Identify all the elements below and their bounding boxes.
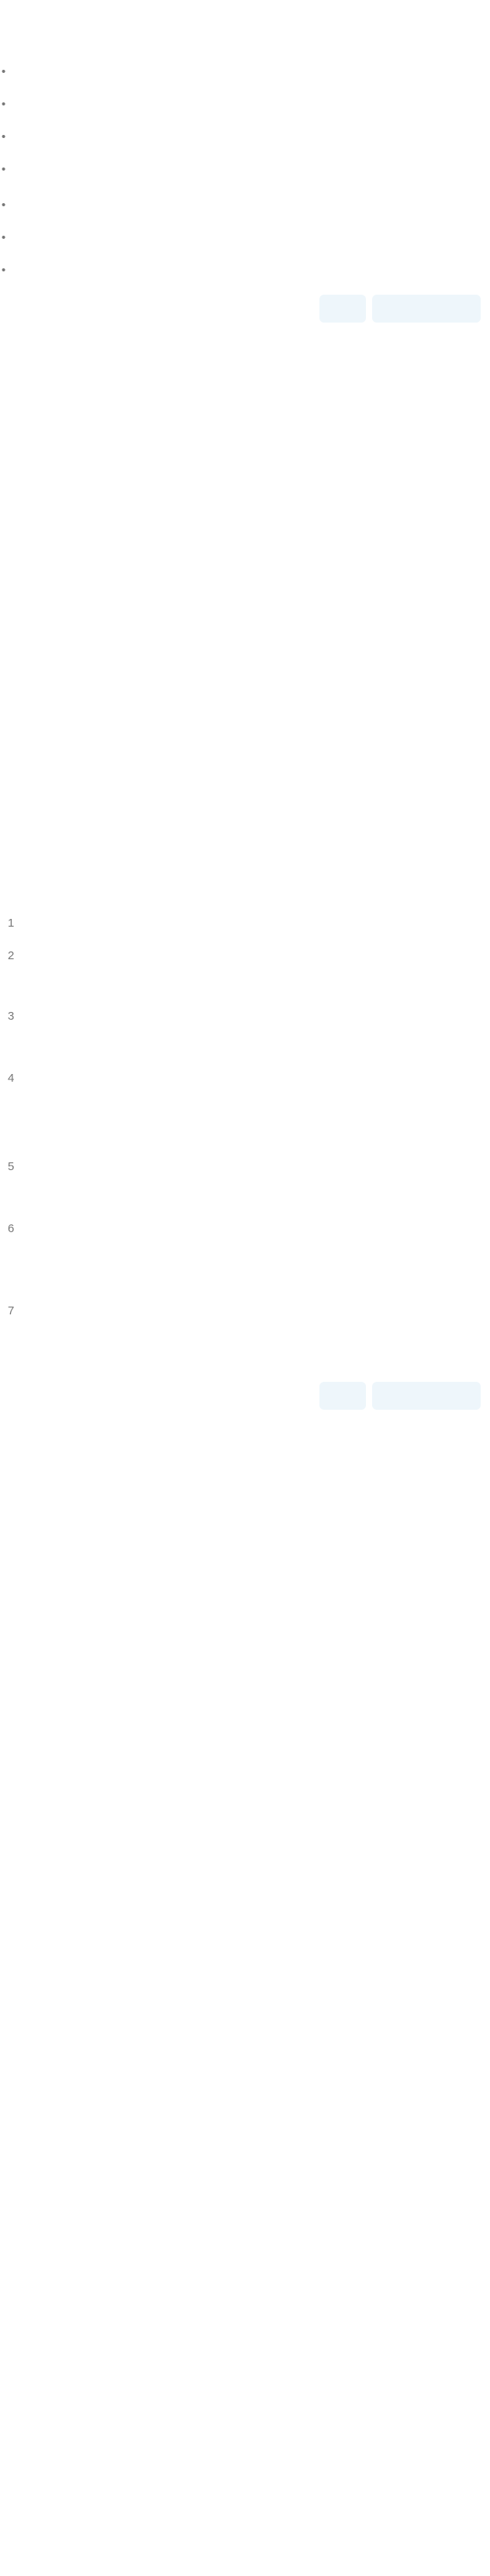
all-exercises-button[interactable] <box>372 295 481 323</box>
next-exercise-button[interactable] <box>319 1382 366 1410</box>
next-exercise-button[interactable] <box>319 295 366 323</box>
all-exercises-button[interactable] <box>372 1382 481 1410</box>
